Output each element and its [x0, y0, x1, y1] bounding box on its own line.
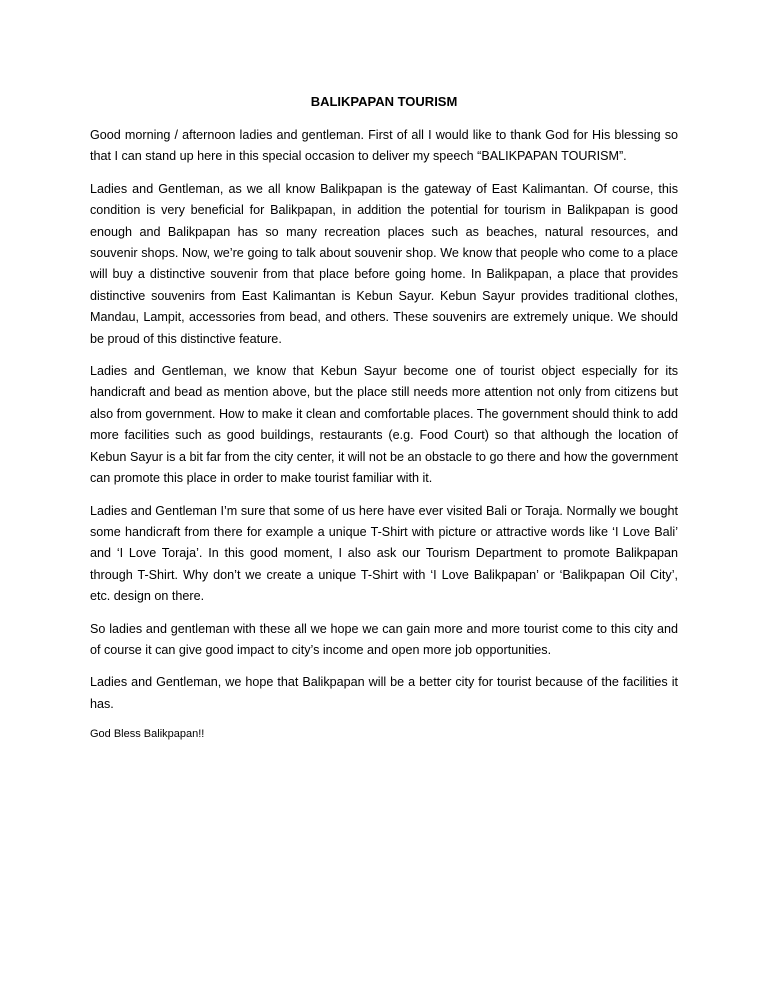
document-body — [90, 125, 678, 742]
closing-line: God Bless Balikpapan!! — [90, 728, 205, 741]
document-title: BALIKPAPAN TOURISM — [310, 94, 458, 109]
paragraph-greeting: Good morning / afternoon ladies and gentleman. First of all I would like to thank God for His blessing so that I can stand up here in this special occasion to deliver my speech “BALIKPAPAN TOURISM”. — [90, 128, 678, 164]
paragraph-souvenir-shops: Ladies and Gentleman, as we all know Balikpapan is the gateway of East Kalimantan. Of course, this condition is very beneficial for Balikpapan, in addition the potential for tourism in Balikpapan is good enough and Balikpapan has so many recreation places such as beaches, natural resources, and souvenir shops. Now, we’re going to talk about souvenir shop. We know that people who come to a place will buy a distinctive souvenir from that place before going home. In Balikpapan, a place that provides distinctive souvenirs from East Kalimantan is Kebun Sayur. Kebun Sayur provides traditional clothes, Mandau, Lampit, accessories from bead, and others. These souvenirs are extremely unique. We should be proud of this distinctive feature. — [90, 181, 678, 346]
paragraph-hope: So ladies and gentleman with these all we hope we can gain more and more tourist come to this city and of course it can give good impact to city’s income and open more job opportunities. — [90, 621, 678, 657]
paragraph-better-city: Ladies and Gentleman, we hope that Balikpapan will be a better city for tourist because of the facilities it has. — [90, 675, 678, 711]
paragraph-kebun-sayur: Ladies and Gentleman, we know that Kebun Sayur become one of tourist object especially for its handicraft and bead as mention above, but the place still needs more attention not only from citizens but also from government. How to make it clean and comfortable places. The government should think to add more facilities such as good buildings, restaurants (e.g. Food Court) so that although the location of Kebun Sayur is a bit far from the city center, it will not be an obstacle to go there and how the government can promote this place in order to make tourist familiar with it. — [90, 364, 678, 486]
paragraph-t-shirt: Ladies and Gentleman I’m sure that some of us here have ever visited Bali or Toraja. Normally we bought some handicraft from there for example a unique T-Shirt with picture or attractive words like ‘I Love Bali’ and ‘I Love Toraja’. In this good moment, I also ask our Tourism Department to promote Balikpapan through T-Shirt. Why don’t we create a unique T-Shirt with ‘I Love Balikpapan’ or ‘Balikpapan Oil City’, etc. design on there. — [90, 503, 678, 604]
